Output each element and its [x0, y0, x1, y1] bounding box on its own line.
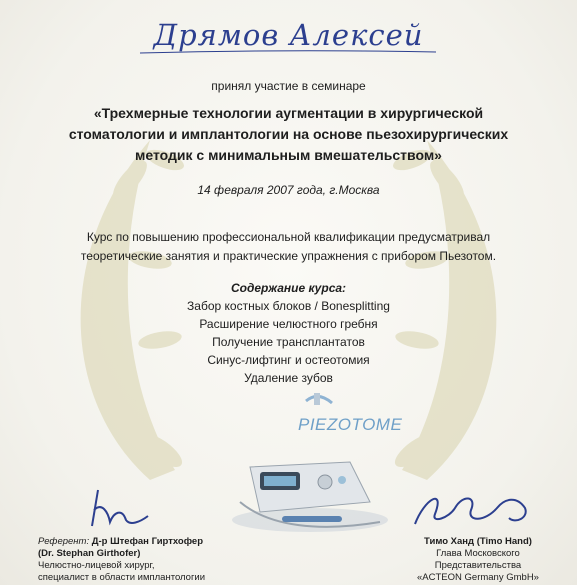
course-contents [0, 279, 577, 387]
seminar-title [0, 103, 577, 166]
contents-item: Синус-лифтинг и остеотомия [207, 353, 370, 367]
name-underline [138, 48, 438, 56]
contents-item: Получение трансплантатов [212, 335, 365, 349]
seminar-title-line: стоматологии и имплантологии на основе пьезохирургических [68, 126, 509, 142]
date-place: 14 февраля 2007 года, г.Москва [197, 183, 380, 197]
referent-position: Челюстно-лицевой хирург, [38, 560, 155, 571]
referent-name: Д-р Штефан Гиртхофер [91, 536, 204, 547]
referent-position: специалист в области имплантологии [38, 572, 206, 583]
representative-position: Глава Московского Представительства [434, 548, 522, 571]
referent-label: Референт: [38, 536, 90, 547]
representative-name: Тимо Ханд (Timo Hand) [424, 536, 532, 547]
contents-heading: Содержание курса: [230, 281, 347, 295]
participation-text: принял участие в семинаре [211, 79, 366, 93]
piezotome-device-image [230, 432, 390, 542]
seminar-title-line: методик с минимальным вмешательством» [135, 147, 442, 163]
referent-block [38, 536, 258, 584]
contents-item: Удаление зубов [244, 371, 333, 385]
course-description [0, 228, 577, 266]
referent-name-latin: (Dr. Stephan Girthofer) [38, 548, 141, 559]
representative-position: «ACTEON Germany GmbH» [417, 572, 539, 583]
brand-logo: PIEZOTOME [298, 415, 403, 434]
course-description-line: Курс по повышению профессиональной квалификации предусматривал [86, 230, 491, 244]
contents-item: Забор костных блоков / Bonesplitting [187, 299, 390, 313]
referent-line [38, 536, 258, 548]
seminar-title-line: «Трехмерные технологии аугментации в хирургической [93, 105, 484, 121]
recipient-name: Дрямов Алексей [153, 18, 424, 52]
referent-signature-image [70, 482, 160, 534]
contents-item: Расширение челюстного гребня [199, 317, 378, 331]
course-description-line: теоретические занятия и практические упражнения с прибором Пьезотом. [80, 249, 497, 263]
representative-signature-image [405, 478, 545, 534]
representative-block [398, 536, 558, 584]
